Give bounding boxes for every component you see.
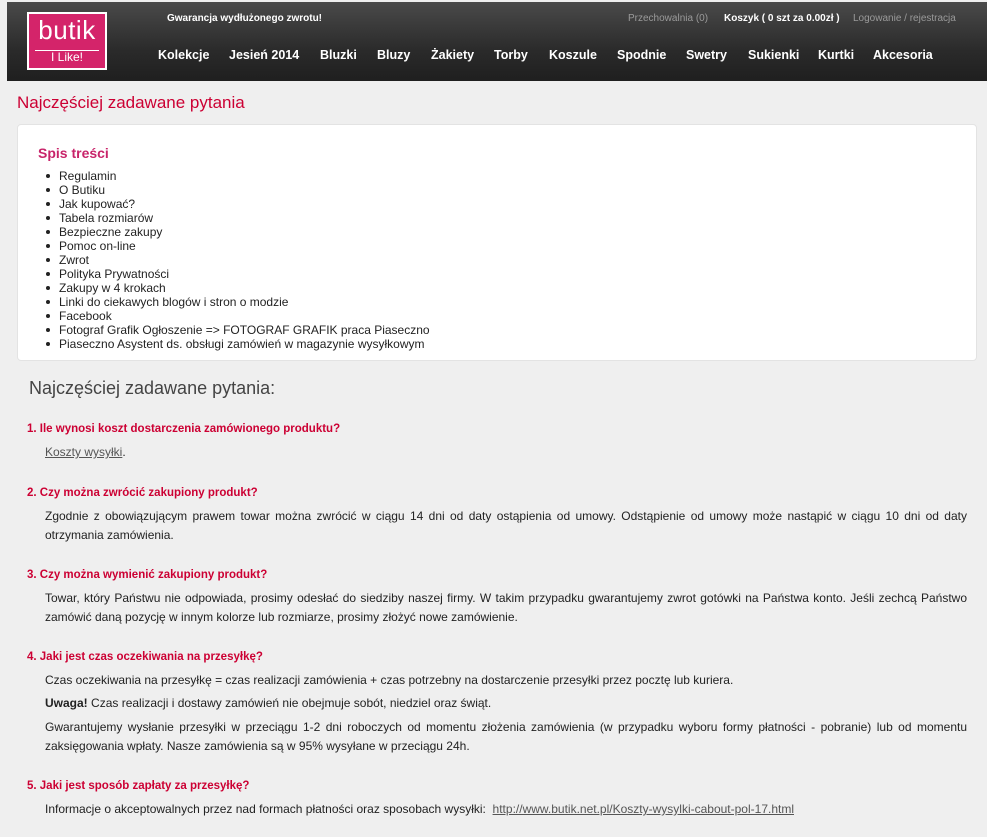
toc-link[interactable]: Zakupy w 4 krokach <box>59 281 166 295</box>
nav-item-koszule[interactable]: Koszule <box>549 48 597 62</box>
nav-item-zakiety[interactable]: Żakiety <box>431 48 475 62</box>
toc-link[interactable]: Fotograf Grafik Ogłoszenie => FOTOGRAF GRAFIK praca Piaseczno <box>59 323 430 337</box>
nav-item-akcesoria[interactable]: Akcesoria <box>873 48 933 62</box>
toc-link[interactable]: Piaseczno Asystent ds. obsługi zamówień w magazynie wysyłkowym <box>59 337 425 351</box>
nav-item-torby[interactable]: Torby <box>494 48 528 62</box>
logo-tagline: I Like! <box>50 50 83 64</box>
warning-label: Uwaga! <box>45 696 88 710</box>
nav-item-jesien-2014[interactable]: Jesień 2014 <box>229 48 300 62</box>
toc-item-polityka-prywatnosci <box>59 267 430 281</box>
faq-question-5: 5. Jaki jest sposób zapłaty za przesyłkę? <box>27 780 250 792</box>
toc-item-jak-kupowac <box>59 197 430 211</box>
nav-item-spodnie[interactable]: Spodnie <box>617 48 667 62</box>
faq-answer-4-p3: Gwarantujemy wysłanie przesyłki w przeciągu 1-2 dni roboczych od momentu złożenia zamówienia (w przypadku wyboru formy płatności - pobranie) lub od momentu zaksięgowania wpłaty. Nasze zamówienia są w 95% wysyłane w przeciągu 24h. <box>45 720 967 753</box>
faq-question-3: 3. Czy można wymienić zakupiony produkt? <box>27 569 268 581</box>
storage-link[interactable]: Przechowalnia (0) <box>628 13 709 24</box>
toc-item-fotograf-grafik <box>59 323 430 337</box>
guarantee-banner: Gwarancja wydłużonego zwrotu! <box>167 13 323 24</box>
toc-link[interactable]: Bezpieczne zakupy <box>59 225 163 239</box>
faq-answer-4-warning <box>45 694 967 713</box>
nav-item-bluzy[interactable]: Bluzy <box>377 48 411 62</box>
toc-item-o-butiku <box>59 183 430 197</box>
faq-answer-1 <box>45 443 967 462</box>
faq-answer-3: Towar, który Państwu nie odpowiada, prosimy odesłać do siedziby naszej firmy. W takim przypadku gwarantujemy zwrot gotówki na Państwa konto. Jeśli zechcą Państwo zamówić daną pozycję w innym kolorze lub rozmiarze, prosimy złożyć nowe zamówienie. <box>45 591 967 624</box>
toc-item-bezpieczne-zakupy <box>59 225 430 239</box>
answer-text: . <box>122 445 126 459</box>
site-header <box>7 2 987 81</box>
toc-item-zwrot <box>59 253 430 267</box>
toc-link[interactable]: Pomoc on-line <box>59 239 136 253</box>
toc-link[interactable]: Linki do ciekawych blogów i stron o modzie <box>59 295 289 309</box>
faq-question-2: 2. Czy można zwrócić zakupiony produkt? <box>27 487 258 499</box>
shipping-info-url-link[interactable]: http://www.butik.net.pl/Koszty-wysylki-cabout-pol-17.html <box>492 802 794 816</box>
toc-link[interactable]: Regulamin <box>59 169 117 183</box>
toc-item-facebook <box>59 309 430 323</box>
toc-item-linki <box>59 295 430 309</box>
answer-text: Informacje o akceptowalnych przez nad formach płatności oraz sposobach wysyłki: <box>45 802 493 816</box>
faq-question-1: 1. Ile wynosi koszt dostarczenia zamówionego produktu? <box>27 423 341 435</box>
toc-link[interactable]: Facebook <box>59 309 112 323</box>
faq-answer-2: Zgodnie z obowiązującym prawem towar można zwrócić w ciągu 14 dni od daty ostąpienia od umowy. Odstąpienie od umowy może nastąpić w ciągu 10 dni od daty otrzymania zamówienia. <box>45 509 967 542</box>
faq-answer-5 <box>45 800 967 819</box>
cart-link[interactable]: Koszyk ( 0 szt za 0.00zł ) <box>724 13 840 24</box>
toc-item-zakupy-w-4-krokach <box>59 281 430 295</box>
toc-link[interactable]: Tabela rozmiarów <box>59 211 154 225</box>
warning-text: Czas realizacji i dostawy zamówień nie obejmuje sobót, niedziel oraz świąt. <box>87 696 492 710</box>
page-title: Najczęściej zadawane pytania <box>17 93 245 112</box>
toc-list <box>59 169 430 351</box>
toc-item-asystent <box>59 337 430 351</box>
nav-item-kurtki[interactable]: Kurtki <box>818 48 855 62</box>
nav-item-swetry[interactable]: Swetry <box>686 48 727 62</box>
toc-link[interactable]: O Butiku <box>59 183 106 197</box>
toc-item-regulamin <box>59 169 430 183</box>
toc-item-tabela-rozmiarow <box>59 211 430 225</box>
faq-question-4: 4. Jaki jest czas oczekiwania na przesyłkę? <box>27 651 263 663</box>
toc-link[interactable]: Polityka Prywatności <box>59 267 170 281</box>
table-of-contents <box>17 124 977 361</box>
toc-link[interactable]: Jak kupować? <box>59 197 136 211</box>
butik-logo[interactable] <box>27 12 107 70</box>
nav-item-kolekcje[interactable]: Kolekcje <box>158 48 210 62</box>
toc-link[interactable]: Zwrot <box>59 253 89 267</box>
login-register-link[interactable]: Logowanie / rejestracja <box>853 13 956 24</box>
logo-divider <box>35 50 99 51</box>
nav-item-sukienki[interactable]: Sukienki <box>748 48 800 62</box>
faq-answer-4-p1: Czas oczekiwania na przesyłkę = czas realizacji zamówienia + czas potrzebny na dostarczenie przesyłki przez pocztę lub kuriera. <box>45 673 734 687</box>
toc-item-pomoc-online <box>59 239 430 253</box>
shipping-costs-link[interactable]: Koszty wysyłki <box>45 445 123 459</box>
nav-item-bluzki[interactable]: Bluzki <box>320 48 357 62</box>
faq-title: Najczęściej zadawane pytania: <box>29 378 276 398</box>
toc-heading: Spis treści <box>38 145 109 161</box>
logo-text: butik <box>38 15 96 45</box>
